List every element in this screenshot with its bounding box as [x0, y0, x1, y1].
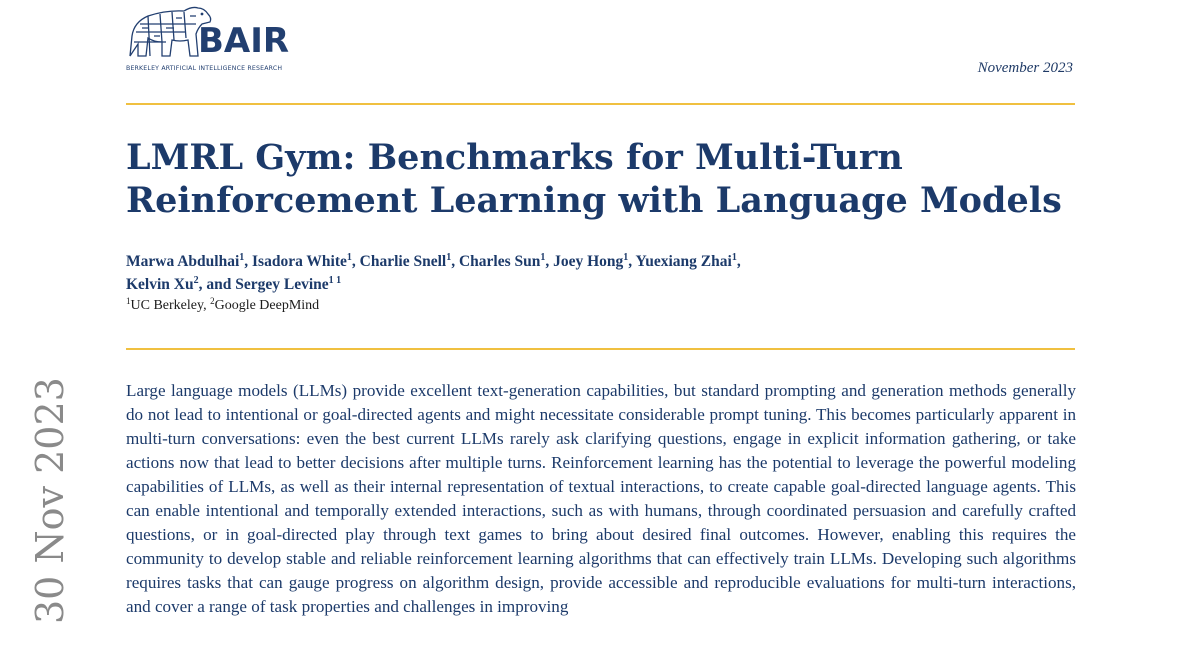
bair-logo: [126, 2, 290, 76]
logo-wordmark: BAIR: [198, 21, 290, 61]
publication-date: November 2023: [977, 60, 1073, 76]
header-divider: [126, 103, 1075, 105]
logo-subtitle: BERKELEY ARTIFICIAL INTELLIGENCE RESEARCH: [126, 65, 283, 72]
author: Charlie Snell$^1$,: [359, 252, 459, 270]
affiliation: $^2$Google DeepMind: [210, 296, 320, 313]
author-list: [126, 250, 1086, 296]
affiliation: $^1$UC Berkeley,: [126, 296, 211, 313]
author: Isadora White$^1$,: [252, 252, 360, 270]
paper-title: LMRL Gym: Benchmarks for Multi-Turn Reinforcement Learning with Language Models: [126, 137, 1062, 221]
author: Charles Sun$^1$,: [458, 252, 554, 270]
arxiv-side-date: 30 Nov 2023: [28, 377, 72, 624]
author: Marwa Abdulhai$^1$,: [126, 252, 253, 270]
author: Kelvin Xu$^2$,: [126, 275, 207, 293]
affiliations: [126, 298, 319, 314]
author: Yuexiang Zhai$^1$,: [635, 252, 741, 270]
author: Joey Hong$^1$,: [553, 252, 636, 270]
abstract-text: Large language models (LLMs) provide excellent text-generation capabilities, but standard prompting and generation methods generally do not lead to intentional or goal-directed agents and might necessitate considerable prompt tuning. This becomes particularly apparent in multi-turn conversations: even the best current LLMs rarely ask clarifying questions, engage in explicit information gathering, or take actions now that lead to better decisions after multiple turns. Reinforcement learning has the potential to leverage the powerful modeling capabilities of LLMs, as well as their internal representation of textual interactions, to create capable goal-directed language agents. This can enable intentional and temporally extended interactions, such as with humans, through coordinated persuasion and carefully crafted questions, or in goal-directed play through text games to bring about desired final outcomes. However, enabling this requires the community to develop stable and reliable reinforcement learning algorithms that can effectively train LLMs. Developing such algorithms requires tasks that can gauge progress on algorithm design, provide accessible and reproducible evaluations for multi-turn interactions, and cover a range of task properties and challenges in improving: [126, 381, 1076, 616]
author: and Sergey Levine$^{1 1}$: [206, 275, 342, 293]
abstract-divider: [126, 348, 1075, 350]
